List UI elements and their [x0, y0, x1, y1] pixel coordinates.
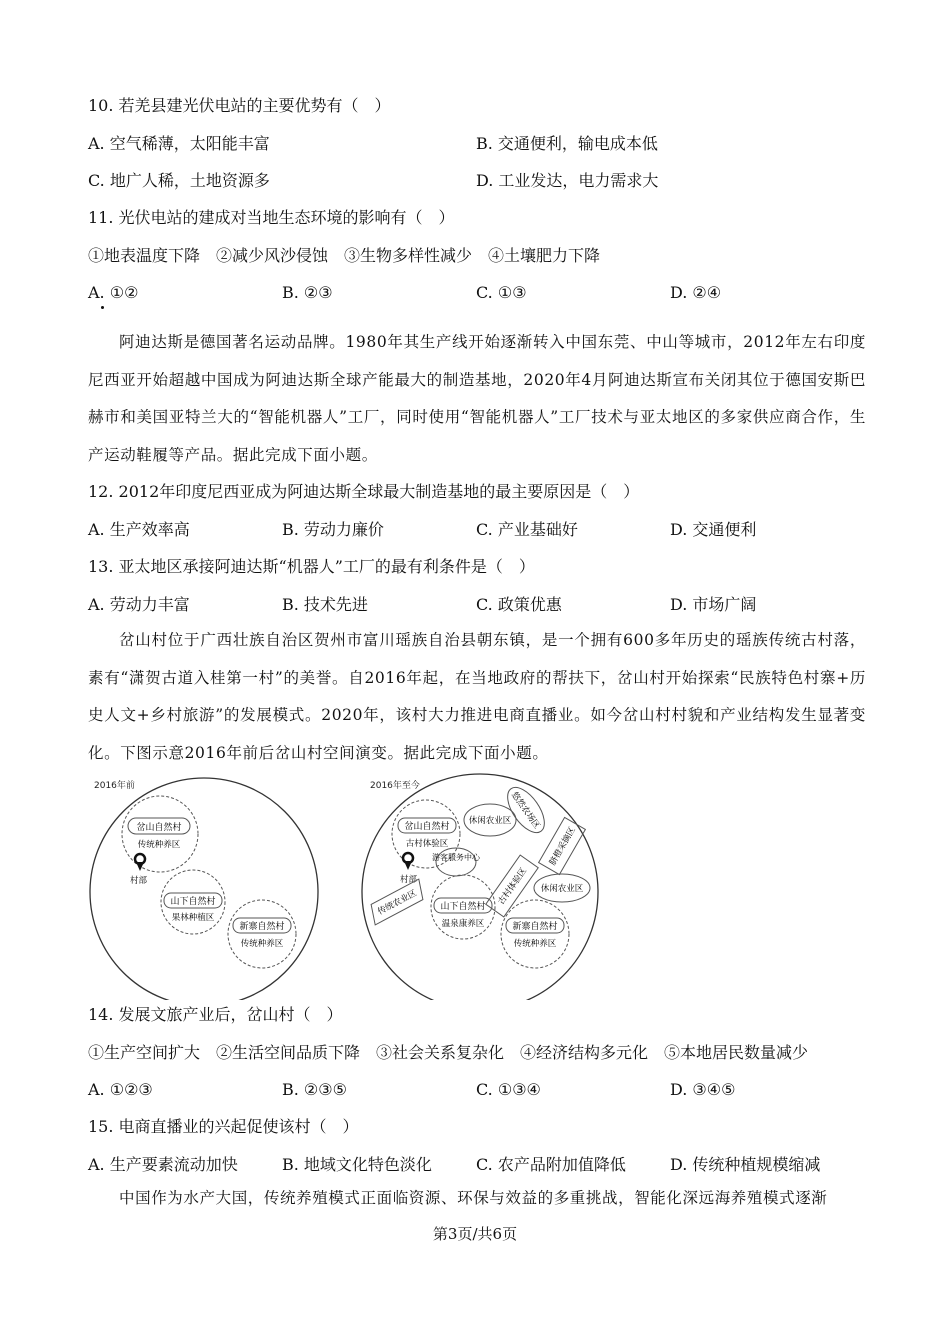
area-label: 休闲农业区 [540, 884, 584, 894]
q11-option-a: A. ①② [88, 283, 139, 302]
zone-use: 果林种植区 [171, 913, 215, 923]
passage-aquaculture: 中国作为水产大国，传统养殖模式正面临资源、环保与效益的多重挑战，智能化深远海养殖模式逐渐 [119, 1189, 828, 1207]
village-office-label: 村部 [400, 875, 418, 885]
q12-option-b: B. 劳动力廉价 [282, 520, 384, 539]
q13-option-b: B. 技术先进 [282, 595, 368, 614]
q12-option-a: A. 生产效率高 [88, 520, 190, 539]
zone-use: 古村体验区 [405, 839, 449, 849]
q14-stem: 14. 发展文旅产业后，岔山村（ ） [88, 1005, 343, 1024]
zone-name: 岔山自然村 [136, 823, 182, 833]
zone-name: 山下自然村 [170, 897, 216, 907]
q11-stem: 11. 光伏电站的建成对当地生态环境的影响有（ ） [88, 208, 455, 227]
q13-stem: 13. 亚太地区承接阿迪达斯“机器人”工厂的最有利条件是（ ） [88, 557, 535, 576]
q14-option-b: B. ②③⑤ [282, 1080, 347, 1099]
q10-option-c: C. 地广人稀，土地资源多 [88, 171, 270, 190]
q10-stem: 10. 若羌县建光伏电站的主要优势有（ ） [88, 96, 391, 115]
area-label: 古村体验区 [496, 866, 530, 907]
zone-circle [501, 900, 569, 968]
q14-option-a: A. ①②③ [88, 1080, 153, 1099]
q11-option-d: D. ②④ [670, 283, 722, 302]
area-label: 脐橙采摘区 [547, 825, 578, 868]
zone-name: 山下自然村 [440, 902, 486, 912]
q15-stem: 15. 电商直播业的兴起促使该村（ ） [88, 1117, 359, 1136]
zone-circle [228, 900, 296, 968]
q12-stem: 12. 2012年印度尼西亚成为阿迪达斯全球最大制造基地的最主要原因是（ ） [88, 482, 640, 501]
q15-option-a: A. 生产要素流动加快 [88, 1155, 238, 1174]
area-label: 游客服务中心 [432, 853, 480, 862]
q13-option-d: D. 市场广阔 [670, 595, 757, 614]
zone-use: 温泉康养区 [441, 919, 485, 929]
q14-option-c: C. ①③④ [476, 1080, 541, 1099]
diagram-right-title: 2016年至今 [370, 781, 420, 791]
diagram-before-2016 [90, 778, 318, 1000]
village-office-label: 村部 [130, 876, 148, 886]
q13-option-a: A. 劳动力丰富 [88, 595, 190, 614]
q15-option-d: D. 传统种植规模缩减 [670, 1155, 821, 1174]
q14-items: ①生产空间扩大 ②生活空间品质下降 ③社会关系复杂化 ④经济结构多元化 ⑤本地居民数量减少 [88, 1043, 809, 1062]
q14-option-d: D. ③④⑤ [670, 1080, 736, 1099]
q12-option-d: D. 交通便利 [670, 520, 757, 539]
q11-option-c: C. ①③ [476, 283, 527, 302]
area-label: 悠然农场区 [508, 790, 542, 831]
q10-option-d: D. 工业发达，电力需求大 [476, 171, 659, 190]
zone-name: 岔山自然村 [404, 822, 450, 832]
q10-option-a: A. 空气稀薄，太阳能丰富 [88, 134, 270, 153]
q12-option-c: C. 产业基础好 [476, 520, 578, 539]
passage-adidas: 阿迪达斯是德国著名运动品牌。1980年其生产线开始逐渐转入中国东莞、中山等城市，2012年左右印度尼西亚开始超越中国成为阿迪达斯全球产能最大的制造基地，2020年4月阿迪达斯宣布关闭其位于德国安斯巴赫市和美国亚特兰大的“智能机器人”工厂，同时使用“智能机器人”工厂技术与亚太地区的多家供应商合作，生产运动鞋履等产品。据此完成下面小题。 [88, 333, 866, 464]
village-boundary [90, 778, 318, 1000]
zone-name: 新寨自然村 [512, 922, 558, 932]
location-pin-icon [403, 853, 413, 870]
q11-option-b: B. ②③ [282, 283, 333, 302]
page-number: 第3页/共6页 [432, 1225, 518, 1243]
diagram-since-2016 [362, 774, 598, 1000]
q11-items: ①地表温度下降 ②减少风沙侵蚀 ③生物多样性减少 ④土壤肥力下降 [88, 246, 601, 265]
q15-option-c: C. 农产品附加值降低 [476, 1155, 626, 1174]
diagram-left-title: 2016年前 [94, 781, 135, 791]
zone-use: 传统种养区 [137, 840, 181, 850]
passage-chashan: 岔山村位于广西壮族自治区贺州市富川瑶族自治县朝东镇，是一个拥有600多年历史的瑶族传统古村落，素有“潇贺古道入桂第一村”的美誉。自2016年起，在当地政府的帮扶下，岔山村开始探索“民族特色村寨+历史人文+乡村旅游”的发展模式。2020年，该村大力推进电商直播业。如今岔山村村貌和产业结构发生显著变化。下图示意2016年前后岔山村空间演变。据此完成下面小题。 [88, 631, 866, 762]
zone-name: 新寨自然村 [239, 922, 285, 932]
spatial-evolution-figure [84, 770, 604, 1000]
q15-option-b: B. 地域文化特色淡化 [282, 1155, 432, 1174]
area-label: 传统农业区 [376, 888, 419, 918]
q10-option-b: B. 交通便利，输电成本低 [476, 134, 658, 153]
q13-option-c: C. 政策优惠 [476, 595, 562, 614]
area-label: 休闲农业区 [468, 816, 512, 826]
zone-use: 传统种养区 [513, 939, 557, 949]
zone-use: 传统种养区 [240, 939, 284, 949]
stray-dot [101, 306, 104, 309]
